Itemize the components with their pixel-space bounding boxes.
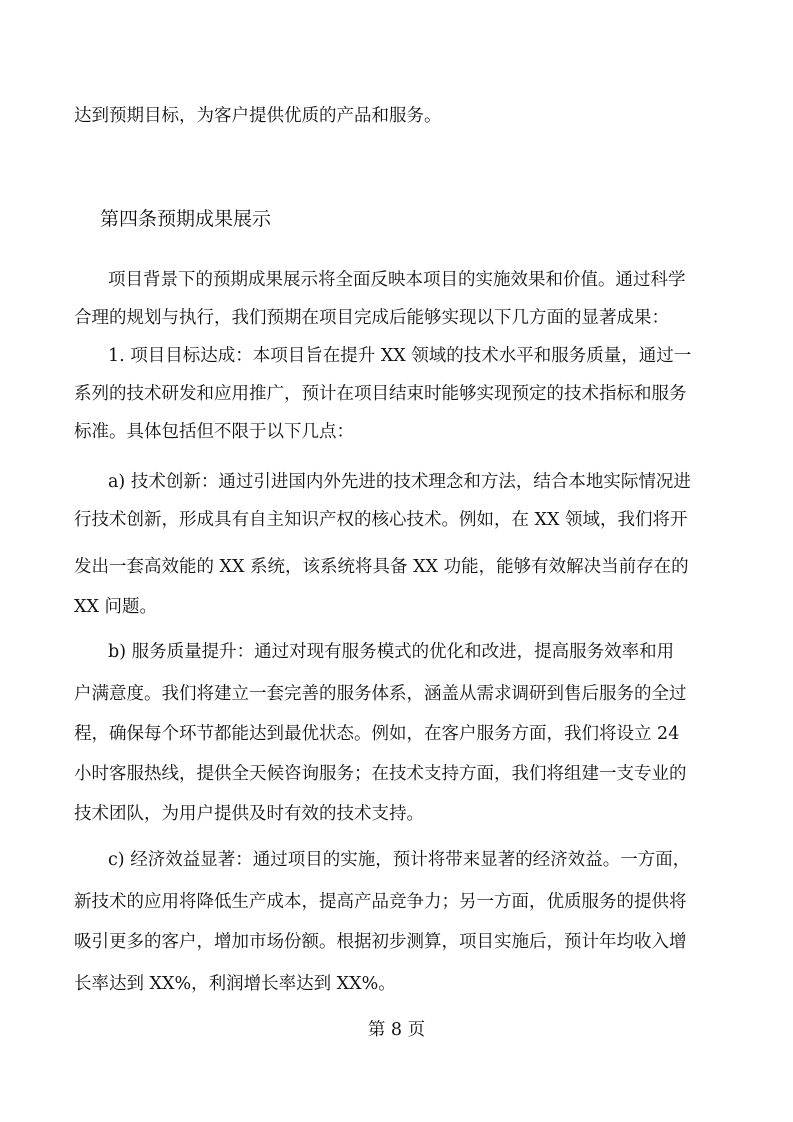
intro-line-2: 合理的规划与执行，我们预期在项目完成后能够实现以下几方面的显著成果： <box>74 308 669 328</box>
item1-line-1: 1. 项目目标达成：本项目旨在提升 XX 领域的技术水平和服务质量，通过一 <box>108 346 692 366</box>
page-number: 第 8 页 <box>367 1020 426 1040</box>
item-b-line-1: b) 服务质量提升：通过对现有服务模式的优化和改进，提高服务效率和用 <box>108 642 675 662</box>
item-a-line-2: 行技术创新，形成具有自主知识产权的核心技术。例如，在 XX 领域，我们将开 <box>74 510 688 530</box>
item-a-line-1: a) 技术创新：通过引进国内外先进的技术理念和方法，结合本地实际情况进 <box>108 472 691 492</box>
item-c-line-2: 新技术的应用将降低生产成本，提高产品竞争力；另一方面，优质服务的提供将 <box>74 892 687 912</box>
item-a-line-4: XX 问题。 <box>74 597 157 617</box>
item-b-line-3: 程，确保每个环节都能达到最优状态。例如，在客户服务方面，我们将设立 24 <box>74 724 680 744</box>
continuation-line: 达到预期目标，为客户提供优质的产品和服务。 <box>74 106 442 126</box>
item-a-line-3: 发出一套高效能的 XX 系统，该系统将具备 XX 功能，能够有效解决当前存在的 <box>74 557 689 577</box>
item-c-line-3: 吸引更多的客户，增加市场份额。根据初步测算，项目实施后，预计年均收入增 <box>74 932 687 952</box>
item-b-line-5: 技术团队，为用户提供及时有效的技术支持。 <box>74 804 424 824</box>
intro-line-1: 项目背景下的预期成果展示将全面反映本项目的实施效果和价值。通过科学 <box>108 270 686 290</box>
item-c-line-4: 长率达到 XX%，利润增长率达到 XX%。 <box>74 974 396 994</box>
item1-line-3: 标准。具体包括但不限于以下几点： <box>74 422 354 442</box>
item-b-line-2: 户满意度。我们将建立一套完善的服务体系，涵盖从需求调研到售后服务的全过 <box>74 684 687 704</box>
item-b-line-4: 小时客服热线，提供全天候咨询服务；在技术支持方面，我们将组建一支专业的 <box>74 764 687 784</box>
section-heading: 第四条预期成果展示 <box>100 208 272 230</box>
item1-line-2: 系列的技术研发和应用推广，预计在项目结束时能够实现预定的技术指标和服务 <box>74 384 687 404</box>
item-c-line-1: c) 经济效益显著：通过项目的实施，预计将带来显著的经济效益。一方面， <box>108 850 691 870</box>
